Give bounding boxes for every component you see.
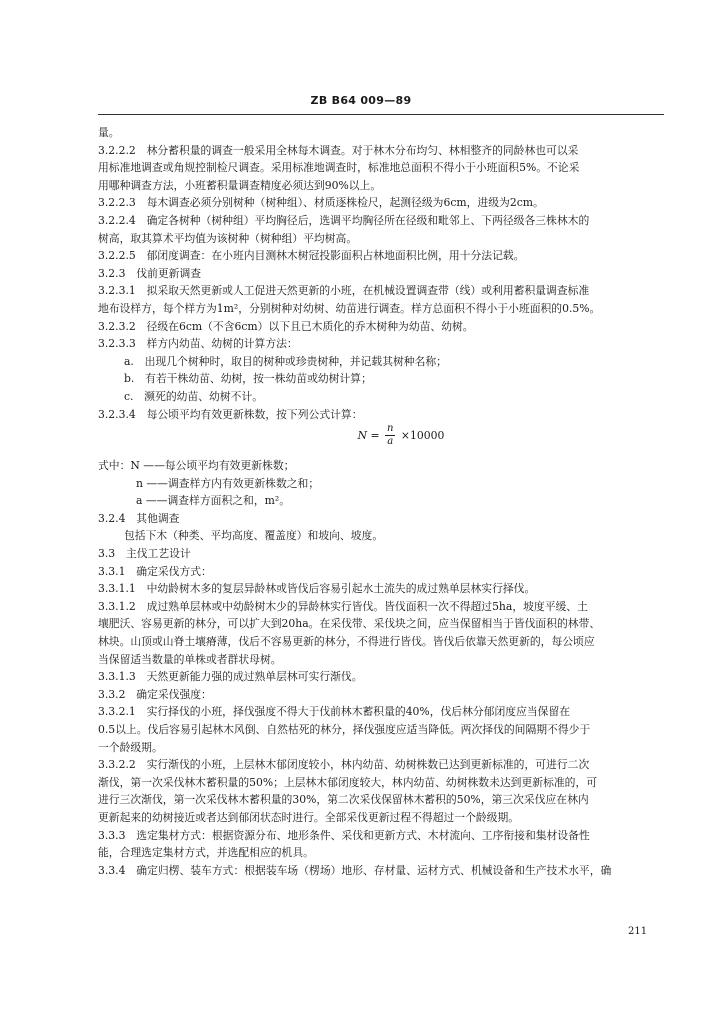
formula bbox=[98, 423, 664, 457]
document-code-header: ZB B64 009—89 bbox=[310, 94, 412, 107]
body-line: 进行三次渐伐，第一次采伐林木蓄积量的30%，第二次采伐保留林木蓄积的50%，第三次采伐应在林内 bbox=[98, 793, 589, 807]
body-line: 3.2.3.3 样方内幼苗、幼树的计算方法： bbox=[98, 337, 298, 351]
section-heading: 3.2.3 伐前更新调查 bbox=[98, 266, 202, 280]
body-line: 能，合理选定集材方式，并选配相应的机具。 bbox=[98, 846, 314, 860]
body-line: 3.3.1.3 天然更新能力强的成过熟单层林可实行渐伐。 bbox=[98, 670, 363, 684]
body-line: 包括下木（种类、平均高度、覆盖度）和坡向、坡度。 bbox=[124, 529, 384, 543]
list-item: b. 有若干株幼苗、幼树，按一株幼苗或幼树计算； bbox=[124, 372, 372, 386]
body-line: 3.3.1.1 中幼龄树木多的复层异龄林或皆伐后容易引起水土流失的成过熟单层林实行择伐。 bbox=[98, 582, 536, 596]
formula-numerator: n bbox=[387, 423, 394, 435]
body-line: 渐伐，第一次采伐林木蓄积量的50%；上层林木郁闭度较大，林内幼苗、幼树株数未达到更新标准的，可 bbox=[98, 775, 598, 789]
section-heading: 3.3.1 确定采伐方式： bbox=[98, 564, 212, 578]
body-line: 林块。山顶或山脊土壤瘠薄，伐后不容易更新的林分，不得进行皆伐。皆伐后依靠天然更新的，每公顷应 bbox=[98, 635, 595, 649]
body-line: 3.2.2.2 林分蓄积量的调查一般采用全林每木调查。对于林木分布均匀、林相整齐的同龄林也可以采 bbox=[98, 143, 579, 157]
body-line: 壤肥沃、容易更新的林分，可以扩大到20ha。在采伐带、采伐块之间，应当保留相当于皆伐面积的林带、 bbox=[98, 617, 601, 631]
body-line: 树高，取其算术平均值为该树种（树种组）平均树高。 bbox=[98, 231, 358, 245]
header-rule bbox=[98, 114, 664, 115]
body-line: 3.3.3 选定集材方式：根据资源分布、地形条件、采伐和更新方式、木材流向、工序衔接和集材设备性 bbox=[98, 828, 590, 842]
body-line: 地布设样方，每个样方为1m²，分别树种对幼树、幼苗进行调查。样方总面积不得小于小班面积的0.5%。 bbox=[98, 301, 601, 315]
body-line: 更新起来的幼树接近或者达到郁闭状态时进行。全部采伐更新过程不得超过一个龄级期。 bbox=[98, 810, 520, 824]
body-line: 用标准地调查或角规控制检尺调查。采用标准地调查时，标准地总面积不得小于小班面积5%。不论采 bbox=[98, 161, 580, 175]
body-line: 3.3.2.1 实行择伐的小班，择伐强度不得大于伐前林木蓄积量的40%，伐后林分郁闭度应当保留在 bbox=[98, 705, 571, 719]
body-line: 一个龄级期。 bbox=[98, 740, 163, 754]
formula-where-line: 式中：N ——每公顷平均有效更新株数； bbox=[98, 459, 295, 473]
list-item: a. 出现几个树种时，取目的树种或珍贵树种，并记载其树种名称； bbox=[124, 354, 447, 368]
formula-denominator: a bbox=[387, 436, 394, 448]
body-line: 3.2.3.4 每公顷平均有效更新株数，按下列公式计算： bbox=[98, 407, 363, 421]
body-line: 3.2.3.1 拟采取天然更新或人工促进天然更新的小班，在机械设置调查带（线）或利用蓄积量调查标准 bbox=[98, 284, 590, 298]
page-number: 211 bbox=[628, 926, 648, 937]
body-line: 3.3.1.2 成过熟单层林或中幼龄树木少的异龄林实行皆伐。皆伐面积一次不得超过5ha，坡度平缓、土 bbox=[98, 599, 588, 613]
body-line: 0.5以上。伐后容易引起林木风倒、自然枯死的林分，择伐强度应适当降低。两次择伐的间隔期不得少于 bbox=[98, 723, 591, 736]
body-line: 3.3.4 确定归楞、装车方式：根据装车场（楞场）地形、存材量、运材方式、机械设备和生产技术水平，确 bbox=[98, 863, 612, 877]
section-heading: 3.3 主伐工艺设计 bbox=[98, 547, 191, 561]
formula-fraction bbox=[385, 423, 395, 448]
formula-lhs: N = bbox=[357, 428, 380, 442]
formula-rhs: ×10000 bbox=[400, 428, 445, 442]
formula-where-line: a ——调查样方面积之和，m²。 bbox=[136, 494, 290, 508]
list-item: c. 濒死的幼苗、幼树不计。 bbox=[124, 389, 264, 403]
section-heading: 3.3.2 确定采伐强度： bbox=[98, 687, 212, 701]
body-line: 用哪种调查方法，小班蓄积量调查精度必须达到90%以上。 bbox=[98, 178, 382, 192]
formula-where-line: n ——调查样方内有效更新株数之和； bbox=[136, 476, 320, 490]
document-body bbox=[98, 124, 664, 879]
section-heading: 3.2.4 其他调查 bbox=[98, 511, 180, 525]
body-line: 3.2.3.2 径级在6cm（不含6cm）以下且已木质化的乔木树种为幼苗、幼树。 bbox=[98, 319, 474, 333]
body-line: 3.2.2.4 确定各树种（树种组）平均胸径后，选调平均胸径所在径级和毗邻上、下两径级各三株林木的 bbox=[98, 213, 590, 227]
body-line: 3.3.2.2 实行渐伐的小班，上层林木郁闭度较小，林内幼苗、幼树株数已达到更新标准的，可进行二次 bbox=[98, 758, 590, 772]
body-line: 3.2.2.3 每木调查必须分别树种（树种组）、材质逐株检尺，起测径级为6cm，进级为2cm。 bbox=[98, 196, 544, 210]
body-line: 量。 bbox=[98, 126, 120, 139]
body-line: 3.2.2.5 郁闭度调查：在小班内目测林木树冠投影面积占林地面积比例，用十分法记载。 bbox=[98, 249, 525, 263]
body-line: 当保留适当数量的单株或者群状母树。 bbox=[98, 652, 282, 666]
